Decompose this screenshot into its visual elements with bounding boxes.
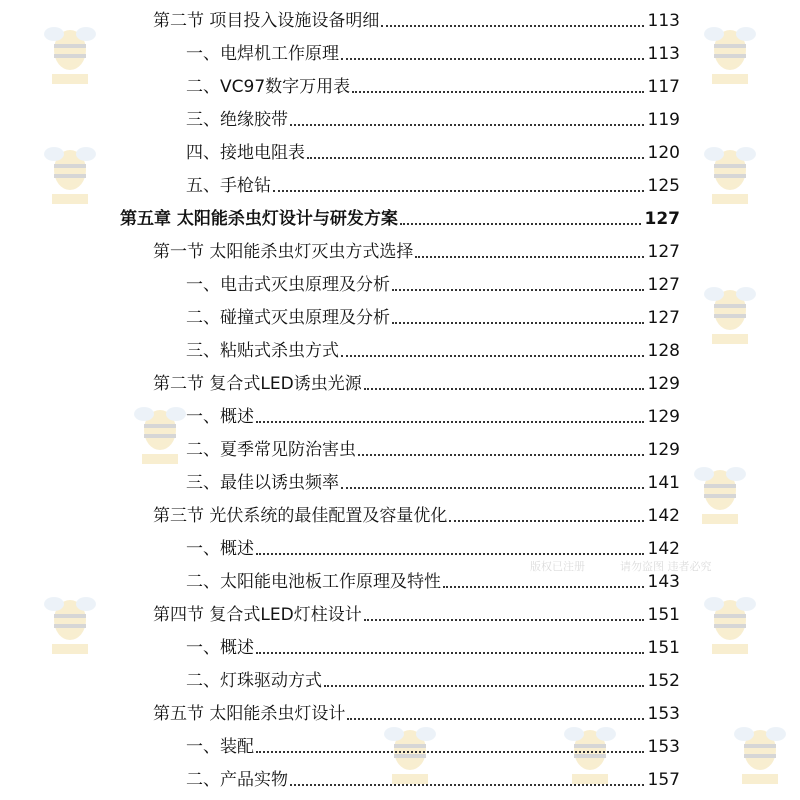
toc-entry-page: 143	[647, 572, 680, 592]
toc-entry[interactable]	[186, 101, 680, 131]
toc-entry[interactable]	[153, 2, 680, 32]
toc-entry[interactable]	[153, 497, 680, 527]
toc-entry-title: 四、接地电阻表	[186, 143, 305, 163]
dot-leader	[341, 355, 644, 357]
toc-entry[interactable]	[186, 299, 680, 329]
dot-leader	[449, 520, 643, 522]
toc-entry[interactable]	[186, 761, 680, 791]
toc-entry[interactable]	[186, 431, 680, 461]
toc-entry-title: 二、VC97数字万用表	[186, 77, 351, 97]
dot-leader	[341, 487, 644, 489]
toc-entry[interactable]	[186, 134, 680, 164]
toc-entry-title: 一、概述	[186, 539, 254, 559]
watermark-text: 请勿盗图 违者必究	[620, 560, 712, 573]
toc-entry[interactable]	[153, 233, 680, 263]
toc-entry-title: 三、最佳以诱虫频率	[186, 473, 339, 493]
dot-leader	[347, 718, 643, 720]
toc-entry[interactable]	[186, 662, 680, 692]
dot-leader	[381, 25, 643, 27]
dot-leader	[273, 190, 644, 192]
toc-entry-page: 127	[644, 209, 680, 229]
toc-entry-page: 151	[647, 605, 680, 625]
toc-entry-page: 120	[647, 143, 680, 163]
toc-entry-page: 113	[647, 44, 680, 64]
dot-leader	[307, 157, 644, 159]
toc-entry[interactable]	[153, 365, 680, 395]
watermark-text: 版权已注册	[530, 560, 585, 573]
toc-entry-title: 第一节 太阳能杀虫灯灭虫方式选择	[153, 242, 414, 262]
bee-logo-icon	[40, 590, 100, 660]
toc-entry-title: 第三节 光伏系统的最佳配置及容量优化	[153, 506, 448, 526]
toc-entry-title: 一、概述	[186, 407, 254, 427]
toc-entry-page: 151	[647, 638, 680, 658]
toc-entry-page: 153	[647, 704, 680, 724]
toc-entry[interactable]	[153, 695, 680, 725]
dot-leader	[324, 685, 644, 687]
toc-entry-page: 117	[647, 77, 680, 97]
bee-logo-icon	[690, 460, 750, 530]
dot-leader	[290, 784, 644, 786]
dot-leader	[341, 58, 644, 60]
toc-chapter-entry[interactable]	[120, 200, 680, 230]
toc-entry-title: 三、粘贴式杀虫方式	[186, 341, 339, 361]
toc-entry[interactable]	[186, 728, 680, 758]
toc-entry-page: 141	[647, 473, 680, 493]
toc-entry-page: 129	[647, 407, 680, 427]
dot-leader	[415, 256, 643, 258]
toc-entry-title: 二、碰撞式灭虫原理及分析	[186, 308, 390, 328]
toc-entry-title: 一、电焊机工作原理	[186, 44, 339, 64]
toc-entry-page: 119	[647, 110, 680, 130]
toc-entry-page: 152	[647, 671, 680, 691]
bee-logo-icon	[700, 590, 760, 660]
bee-logo-icon	[700, 280, 760, 350]
toc-entry-page: 113	[647, 11, 680, 31]
toc-entry-title: 二、夏季常见防治害虫	[186, 440, 356, 460]
toc-entry-page: 128	[647, 341, 680, 361]
dot-leader	[290, 124, 644, 126]
toc-entry-title: 二、产品实物	[186, 770, 288, 790]
bee-logo-icon	[40, 20, 100, 90]
toc-entry[interactable]	[186, 68, 680, 98]
toc-entry-page: 142	[647, 539, 680, 559]
toc-entry-title: 一、概述	[186, 638, 254, 658]
toc-entry[interactable]	[186, 398, 680, 428]
bee-logo-icon	[700, 20, 760, 90]
dot-leader	[352, 91, 643, 93]
toc-entry[interactable]	[186, 332, 680, 362]
toc-entry-page: 129	[647, 374, 680, 394]
toc-entry-title: 第二节 复合式LED诱虫光源	[153, 374, 362, 394]
toc-entry-title: 二、灯珠驱动方式	[186, 671, 322, 691]
toc-entry-title: 一、电击式灭虫原理及分析	[186, 275, 390, 295]
toc-entry-title: 第四节 复合式LED灯柱设计	[153, 605, 362, 625]
dot-leader	[364, 619, 644, 621]
toc-entry-page: 129	[647, 440, 680, 460]
toc-entry-page: 157	[647, 770, 680, 790]
toc-entry-page: 127	[647, 308, 680, 328]
bee-logo-icon	[700, 140, 760, 210]
toc-entry-page: 127	[647, 242, 680, 262]
toc-entry[interactable]	[153, 596, 680, 626]
dot-leader	[400, 223, 641, 225]
dot-leader	[256, 652, 644, 654]
toc-entry-title: 五、手枪钻	[186, 176, 271, 196]
toc-entry-title: 二、太阳能电池板工作原理及特性	[186, 572, 441, 592]
toc-entry-title: 一、装配	[186, 737, 254, 757]
toc-entry-title: 第五节 太阳能杀虫灯设计	[153, 704, 346, 724]
bee-logo-icon	[130, 400, 190, 470]
toc-entry-title: 三、绝缘胶带	[186, 110, 288, 130]
dot-leader	[256, 421, 644, 423]
toc-entry-page: 142	[647, 506, 680, 526]
toc-entry[interactable]	[186, 266, 680, 296]
dot-leader	[256, 751, 644, 753]
dot-leader	[392, 289, 644, 291]
toc-entry[interactable]	[186, 629, 680, 659]
toc-entry[interactable]	[186, 563, 680, 593]
dot-leader	[364, 388, 644, 390]
toc-entry[interactable]	[186, 167, 680, 197]
toc-entry-page: 125	[647, 176, 680, 196]
dot-leader	[443, 586, 644, 588]
toc-entry-title: 第五章 太阳能杀虫灯设计与研发方案	[120, 209, 398, 229]
toc-entry-page: 127	[647, 275, 680, 295]
dot-leader	[256, 553, 644, 555]
dot-leader	[392, 322, 644, 324]
toc-entry[interactable]	[186, 530, 680, 560]
toc-entry[interactable]	[186, 35, 680, 65]
toc-entry-title: 第二节 项目投入设施设备明细	[153, 11, 380, 31]
bee-logo-icon	[40, 140, 100, 210]
dot-leader	[358, 454, 644, 456]
toc-entry[interactable]	[186, 464, 680, 494]
bee-logo-icon	[730, 720, 790, 790]
toc-entry-page: 153	[647, 737, 680, 757]
